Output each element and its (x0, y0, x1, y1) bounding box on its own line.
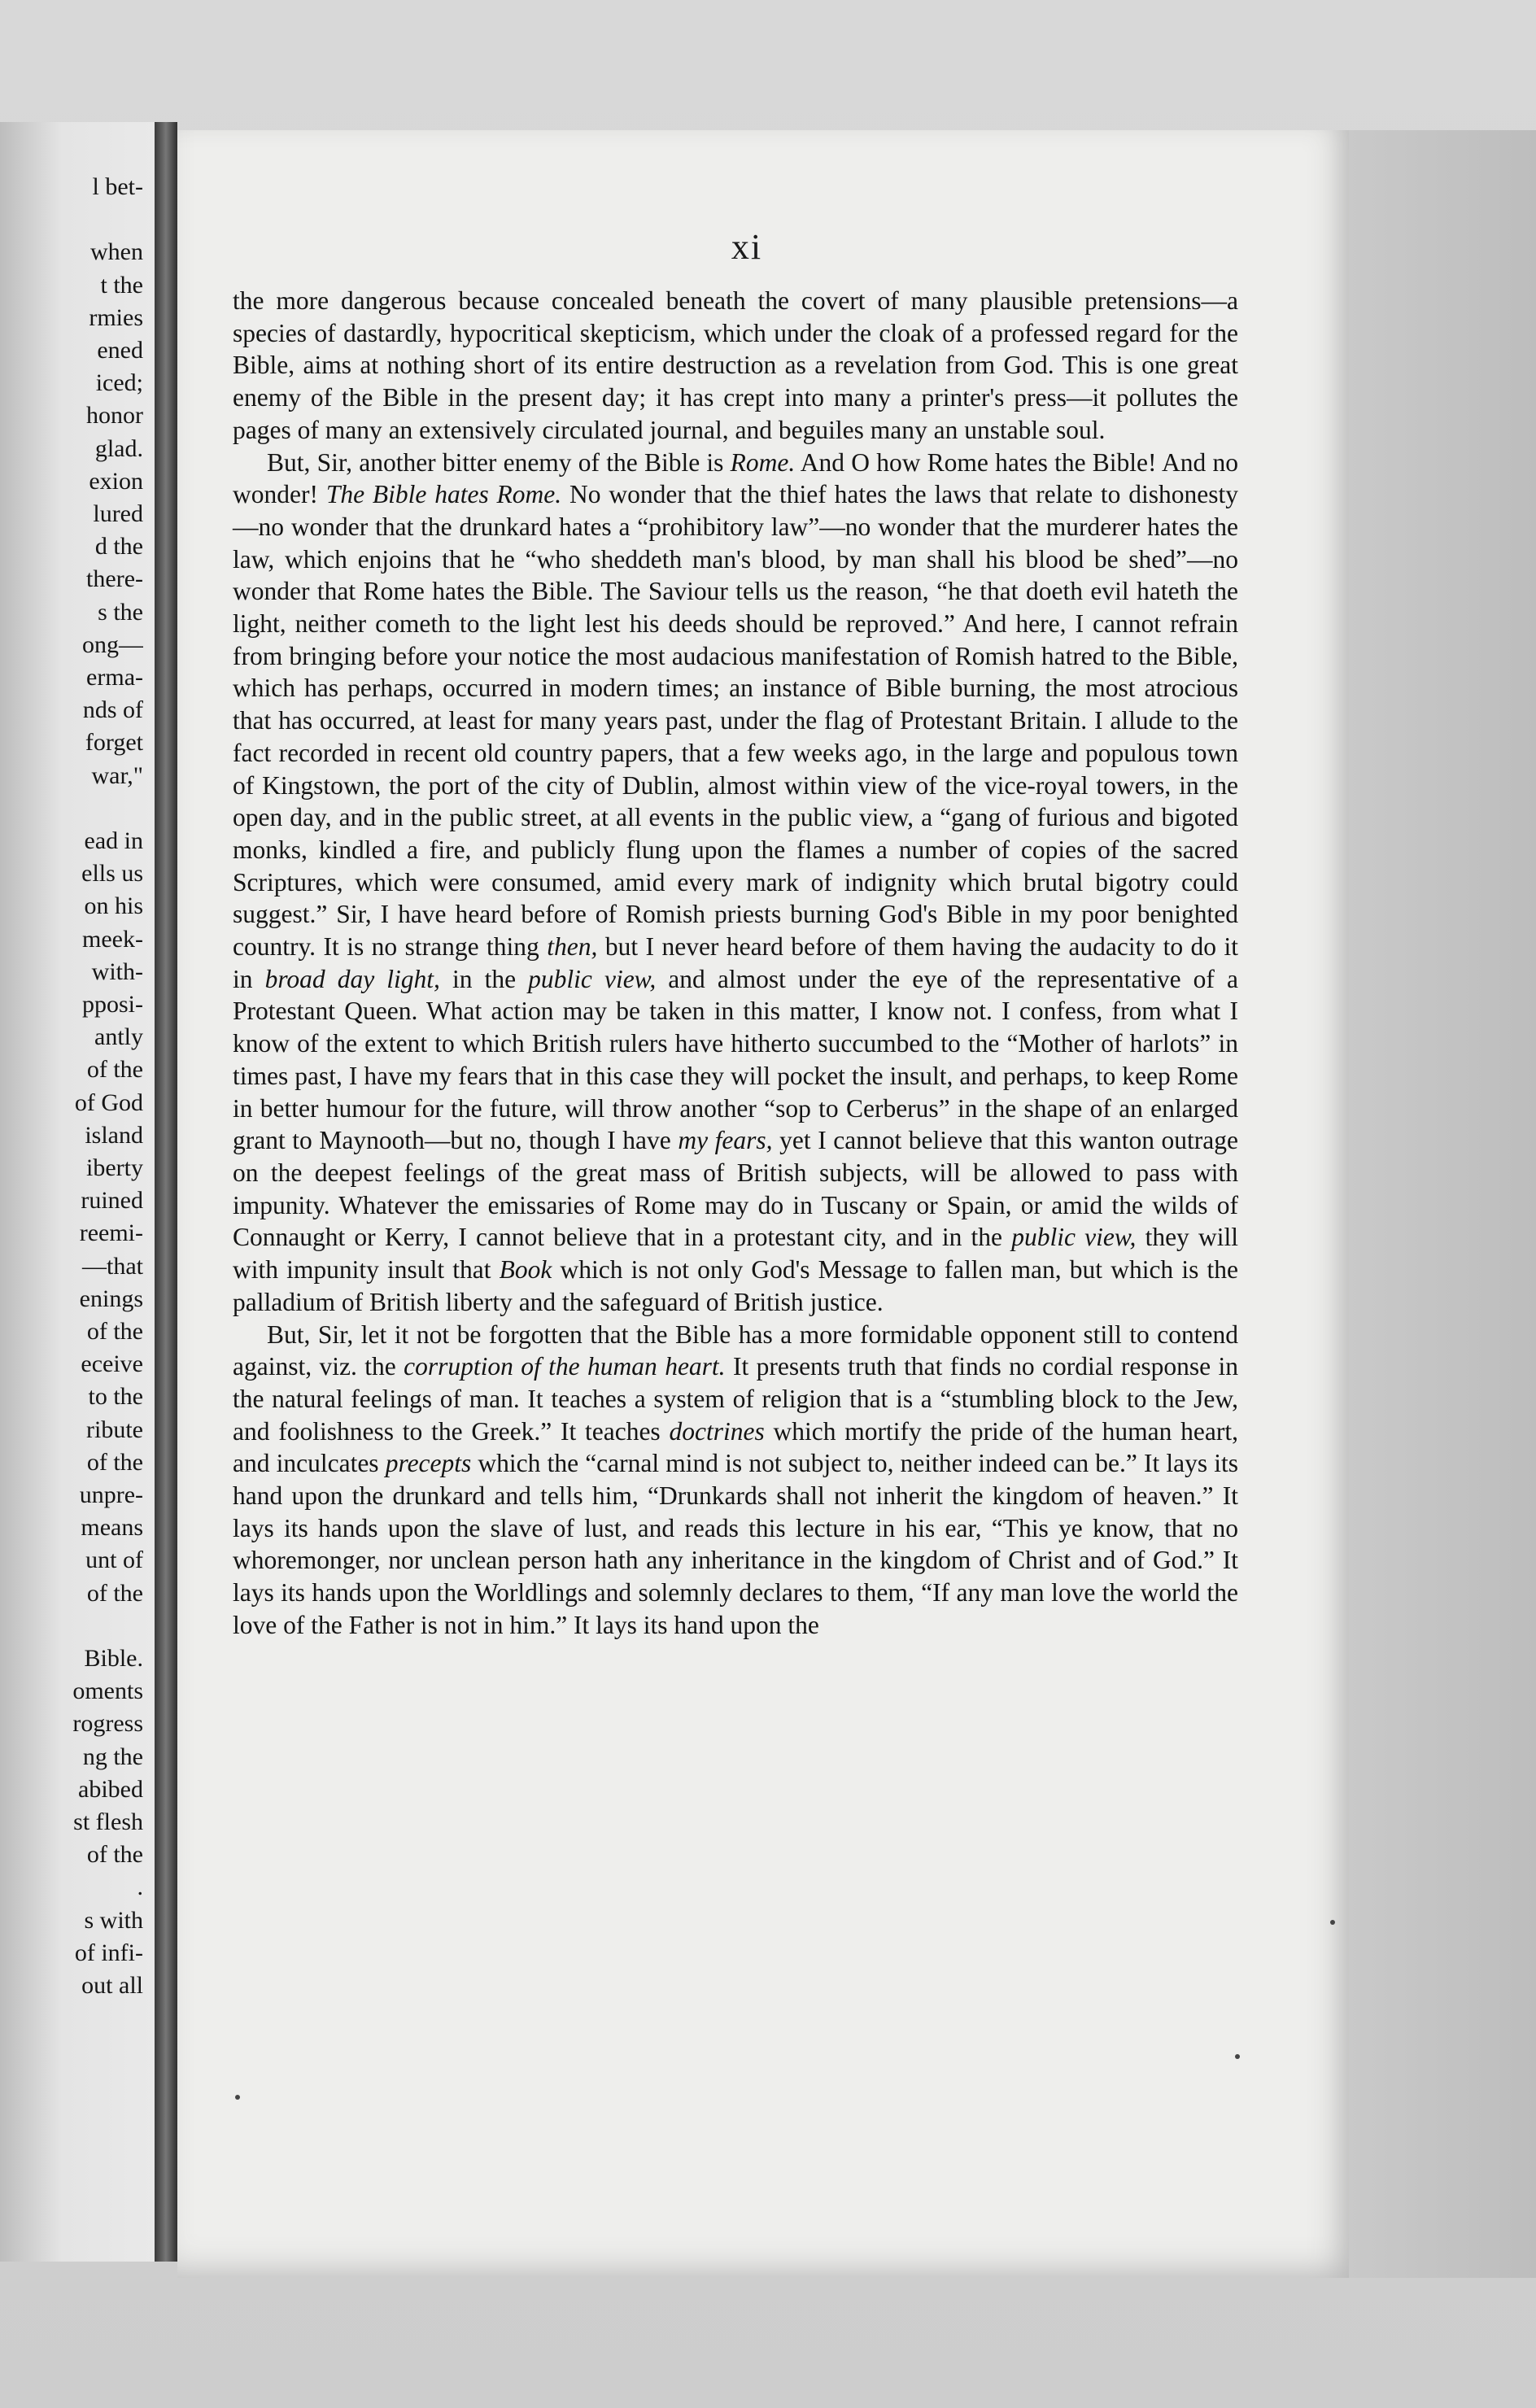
left-page-line: abibed (78, 1775, 143, 1803)
italic-phrase: broad day light, (264, 964, 440, 993)
left-page-line: forget (85, 729, 143, 757)
left-page-line: out all (81, 1972, 143, 1999)
book-page (177, 130, 1349, 2278)
ink-speck (1235, 2054, 1240, 2059)
paragraph-3 (233, 1319, 1238, 1642)
text-run: No wonder that the thief hates the laws that relate to dishonesty—no wonder that the drunkard hates a “prohibitory law”—no wonder that the murderer hates the law, which enjoins that he “who sheddeth man's blood, by man shall his blood be shed”—no wonder that Rome hates the Bible. The Saviour tells us the reason, “he that doeth evil hateth the light, neither cometh to the light lest his deeds should be reproved.” And here, I cannot refrain from bringing before your notice the most audacious manifestation of Romish hatred to the Bible, which has perhaps, occurred in modern times; an instance of Bible burning, the most atrocious that has occurred, at least for many years past, under the flag of Protestant Britain. I allude to the fact recorded in recent old country papers, that a few weeks ago, in the large and populous town of Kingstown, the port of the city of Dublin, almost within view of the vice-royal towers, in the open day, and in the public street, at all events in the public view, a “gang of furious and bigoted monks, kindled a fire, and publicly flung upon the flames a number of copies of the sacred Scriptures, which were consumed, amid every mark of indignity which brutal bigotry could suggest.” Sir, I have heard before of Romish priests burning God's Bible in my poor benighted country. It is no strange thing (233, 480, 1239, 962)
left-page-line: iberty (86, 1154, 143, 1181)
left-page-line: Bible. (84, 1645, 143, 1672)
text-run: which the “carnal mind is not subject to, neither indeed can be.” It lays its hand upon the drunkard and tells him, “Drunkards shall not inherit the kingdom of heaven.” It lays its hands upon the slave of lust, and reads this lecture in his ear, “This ye know, that no whoremonger, nor unclean person hath any inheritance in the kingdom of Christ and of God.” It lays its hands upon the Worldlings and solemnly declares to them, “If any man love the world the love of the Father is not in him.” It lays its hand upon the (233, 1449, 1239, 1639)
text-run: which mortify the pride of the human heart, and inculcates (233, 1416, 1238, 1478)
italic-phrase: doctrines (669, 1416, 765, 1446)
text-run: But, Sir, another bitter enemy of the Bible is (267, 447, 731, 477)
left-page-line: ribute (86, 1416, 143, 1443)
left-page-line: ened (97, 337, 143, 364)
left-page-line: of the (86, 1579, 143, 1607)
ink-speck (235, 2095, 240, 2100)
text-run: in the (439, 964, 529, 993)
italic-phrase: public view, (1011, 1223, 1137, 1252)
left-page-line: . (137, 1874, 143, 1901)
left-page-line: of the (86, 1056, 143, 1084)
left-page-line: —that (82, 1252, 143, 1280)
left-page-line: means (81, 1514, 143, 1542)
italic-phrase: corruption of the human heart. (404, 1352, 726, 1381)
left-page-line: st flesh (73, 1808, 143, 1835)
left-page-line: to the (88, 1383, 143, 1411)
left-page-line: glad. (94, 434, 143, 462)
left-page-line: iced; (95, 369, 143, 397)
left-page-line: meek- (82, 925, 143, 953)
left-page-line: of the (86, 1318, 143, 1345)
left-page-line: ong— (82, 630, 143, 658)
left-page-line: with- (91, 958, 143, 985)
paragraph-1 (233, 285, 1238, 447)
italic-phrase: precepts (385, 1449, 472, 1478)
left-page-line: exion (89, 467, 143, 495)
text-run: and almost under the eye of the representative of a Protestant Queen. What action may be taken in this matter, I know not. I confess, from what I know of the extent to which British rulers have hitherto succumbed to the “Mother of harlots” in times past, I have my fears that in this case they will pocket the insult, and perhaps, to keep Rome in better humour for the future, will throw another “sop to Cerberus” in the shape of an enlarged grant to Maynooth—but no, though I have (233, 964, 1238, 1155)
left-page-line: unt of (85, 1546, 143, 1574)
left-page-line: ead in (84, 827, 143, 854)
left-page-line: nds of (82, 696, 143, 724)
paragraph-2 (233, 447, 1238, 1319)
left-page-line: unpre- (79, 1481, 143, 1508)
text-run: which is not only God's Message to fallen man, but which is the palladium of British liberty and the safeguard of British justice. (233, 1255, 1238, 1316)
italic-phrase: Rome. (730, 447, 796, 477)
left-page-line: erma- (86, 664, 143, 691)
italic-phrase: my fears, (678, 1126, 773, 1155)
text-run: but I never heard before of them having the audacity to do it in (233, 932, 1238, 993)
left-page-line: of the (86, 1841, 143, 1869)
left-page-line: when (90, 238, 143, 266)
left-page-line: t the (100, 271, 143, 299)
left-page-line: there- (86, 565, 143, 593)
left-page-line: war," (91, 761, 143, 789)
left-page-line: eceive (81, 1350, 143, 1378)
left-page-line: reemi- (79, 1219, 143, 1247)
left-page-line: l bet- (92, 173, 143, 200)
left-page-line: ruined (81, 1187, 143, 1215)
text-run: they will with impunity insult that (233, 1223, 1238, 1285)
left-page-line: s with (84, 1906, 143, 1934)
left-page-line: rmies (89, 303, 143, 331)
left-page-line: d the (94, 533, 143, 561)
left-page-line: oments (72, 1677, 143, 1705)
body-text (233, 285, 1238, 1642)
left-page-line: s the (98, 598, 143, 626)
italic-phrase: The Bible hates Rome. (325, 480, 562, 509)
left-page-line: island (85, 1121, 143, 1149)
left-page-line: ng the (82, 1743, 143, 1770)
ink-speck (1330, 1920, 1335, 1925)
left-page-line: honor (86, 402, 143, 430)
left-page-line: enings (79, 1285, 143, 1312)
left-page-line: rogress (72, 1710, 143, 1738)
book-gutter (155, 122, 177, 2262)
text-run: the more dangerous because concealed beneath the covert of many plausible pretensions—a species of dastardly, hypocritical skepticism, which under the cloak of a professed regard for the Bible, aims at nothing short of its entire destruction as a revelation from God. This is one great enemy of the Bible in the present day; it has crept into many a printer's press—it pollutes the pages of many an extensively circulated journal, and beguiles many an unstable soul. (233, 286, 1238, 444)
italic-phrase: then, (547, 932, 598, 962)
left-page-line: pposi- (82, 991, 143, 1018)
text-run: It presents truth that finds no cordial response in the natural feelings of man. It teaches a system of religion that is a “stumbling block to the Jew, and foolishness to the Greek.” It teaches (233, 1352, 1238, 1446)
italic-phrase: Book (499, 1255, 552, 1285)
page-number: xi (731, 227, 763, 267)
left-page-line: on his (84, 892, 143, 920)
left-page-line: of infi- (74, 1939, 143, 1966)
text-run: yet I cannot believe that this wanton outrage on the deepest feelings of the great mass of British subjects, will be allowed to pass with impunity. Whatever the emissaries of Rome may do in Tuscany or Spain, or amid the wilds of Connaught or Kerry, I cannot believe that in a protestant city, and in the (233, 1126, 1238, 1252)
scan-right-margin (1349, 130, 1536, 2278)
left-page-fragment (0, 122, 155, 2262)
text-run: But, Sir, let it not be forgotten that the Bible has a more formidable opponent still to contend against, viz. the (233, 1320, 1238, 1381)
left-page-line: antly (94, 1023, 143, 1051)
left-page-line: of the (86, 1448, 143, 1476)
left-page-line: of God (74, 1088, 143, 1116)
text-run: And O how Rome hates the Bible! And no wonder! (233, 447, 1238, 509)
italic-phrase: public view, (528, 964, 657, 993)
left-page-line: ells us (81, 860, 143, 888)
left-page-line: lured (93, 500, 143, 527)
